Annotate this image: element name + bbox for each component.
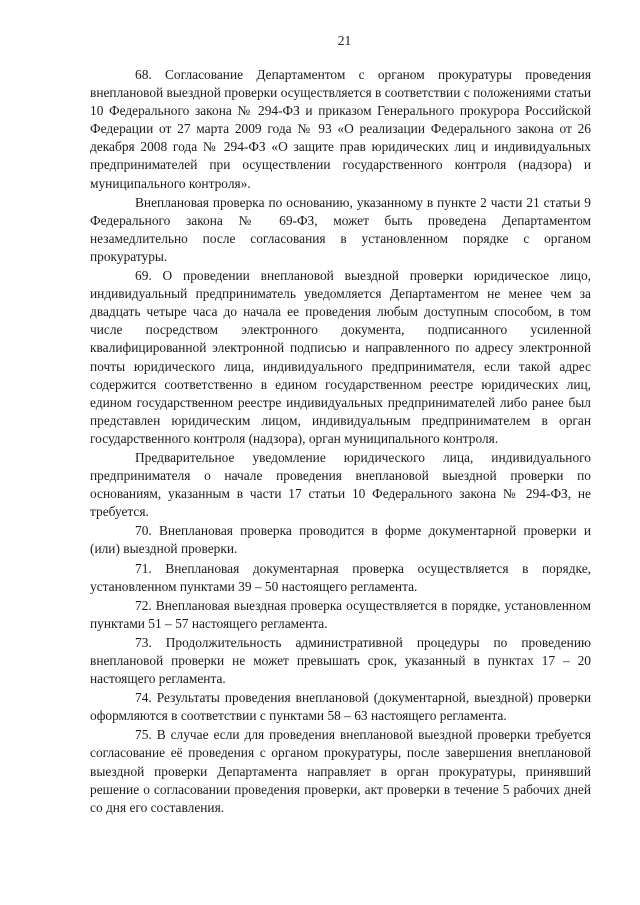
paragraph-69: 69. О проведении внеплановой выездной проверки юридическое лицо, индивидуальный предприниматель уведомляется Департаментом не менее чем за двадцать четыре часа до начала ее проведения любым доступным способом, в том числе посредством электронного документа, подписанного усиленной квалифицированной электронной подписью и направленного по адресу электронной почты юридического лица, индивидуального предпринимателя, если такой адрес содержится соответственно в едином государственном реестре юридических лиц, едином государственном реестре индивидуальных предпринимателей либо ранее был представлен юридическим лицом, индивидуальным предпринимателем в орган государственного контроля (надзора), орган муниципального контроля. xyxy=(90,268,591,446)
paragraph-73: 73. Продолжительность административной процедуры по проведению внеплановой проверки не может превышать срок, указанный в пунктах 17 – 20 настоящего регламента. xyxy=(90,634,591,687)
page-number: 21 xyxy=(337,33,352,48)
paragraph-69-continuation: Предварительное уведомление юридического лица, индивидуального предпринимателя о начале проведения внеплановой выездной проверки по основаниям, указанным в части 17 статьи 10 Федерального закона № 294-ФЗ, не требуется. xyxy=(90,449,591,520)
paragraph-74: 74. Результаты проведения внеплановой (документарной, выездной) проверки оформляются в соответствии с пунктами 58 – 63 настоящего регламента. xyxy=(90,690,591,724)
paragraph-75: 75. В случае если для проведения внеплановой выездной проверки требуется согласование её проведения с органом прокуратуры, после завершения внеплановой выездной проверки Департамента направляет в орган прокуратуры, принявший решение о согласовании проведения проверки, акт проверки в течение 5 рабочих дней со дня его составления. xyxy=(90,727,591,815)
paragraph-72: 72. Внеплановая выездная проверка осуществляется в порядке, установленном пунктами 51 – 57 настоящего регламента. xyxy=(90,597,591,631)
paragraph-68-continuation: Внеплановая проверка по основанию, указанному в пункте 2 части 21 статьи 9 Федерального закона № 69-ФЗ, может быть проведена Департаментом незамедлительно после согласования в установленном порядке с органом прокуратуры. xyxy=(90,194,591,264)
paragraph-70: 70. Внеплановая проверка проводится в форме документарной проверки и (или) выездной проверки. xyxy=(90,523,591,557)
paragraph-71: 71. Внеплановая документарная проверка осуществляется в порядке, установленном пунктами 39 – 50 настоящего регламента. xyxy=(90,560,591,594)
paragraph-68: 68. Согласование Департаментом с органом прокуратуры проведения внеплановой выездной проверки осуществляется в соответствии с положениями статьи 10 Федерального закона № 294-ФЗ и приказом Генерального прокурора Российской Федерации от 27 марта 2009 года № 93 «О реализации Федерального закона от 26 декабря 2008 года № 294-ФЗ «О защите прав юридических лиц и индивидуальных предпринимателей при осуществлении государственного контроля (надзора) и муниципального контроля». xyxy=(90,67,591,191)
